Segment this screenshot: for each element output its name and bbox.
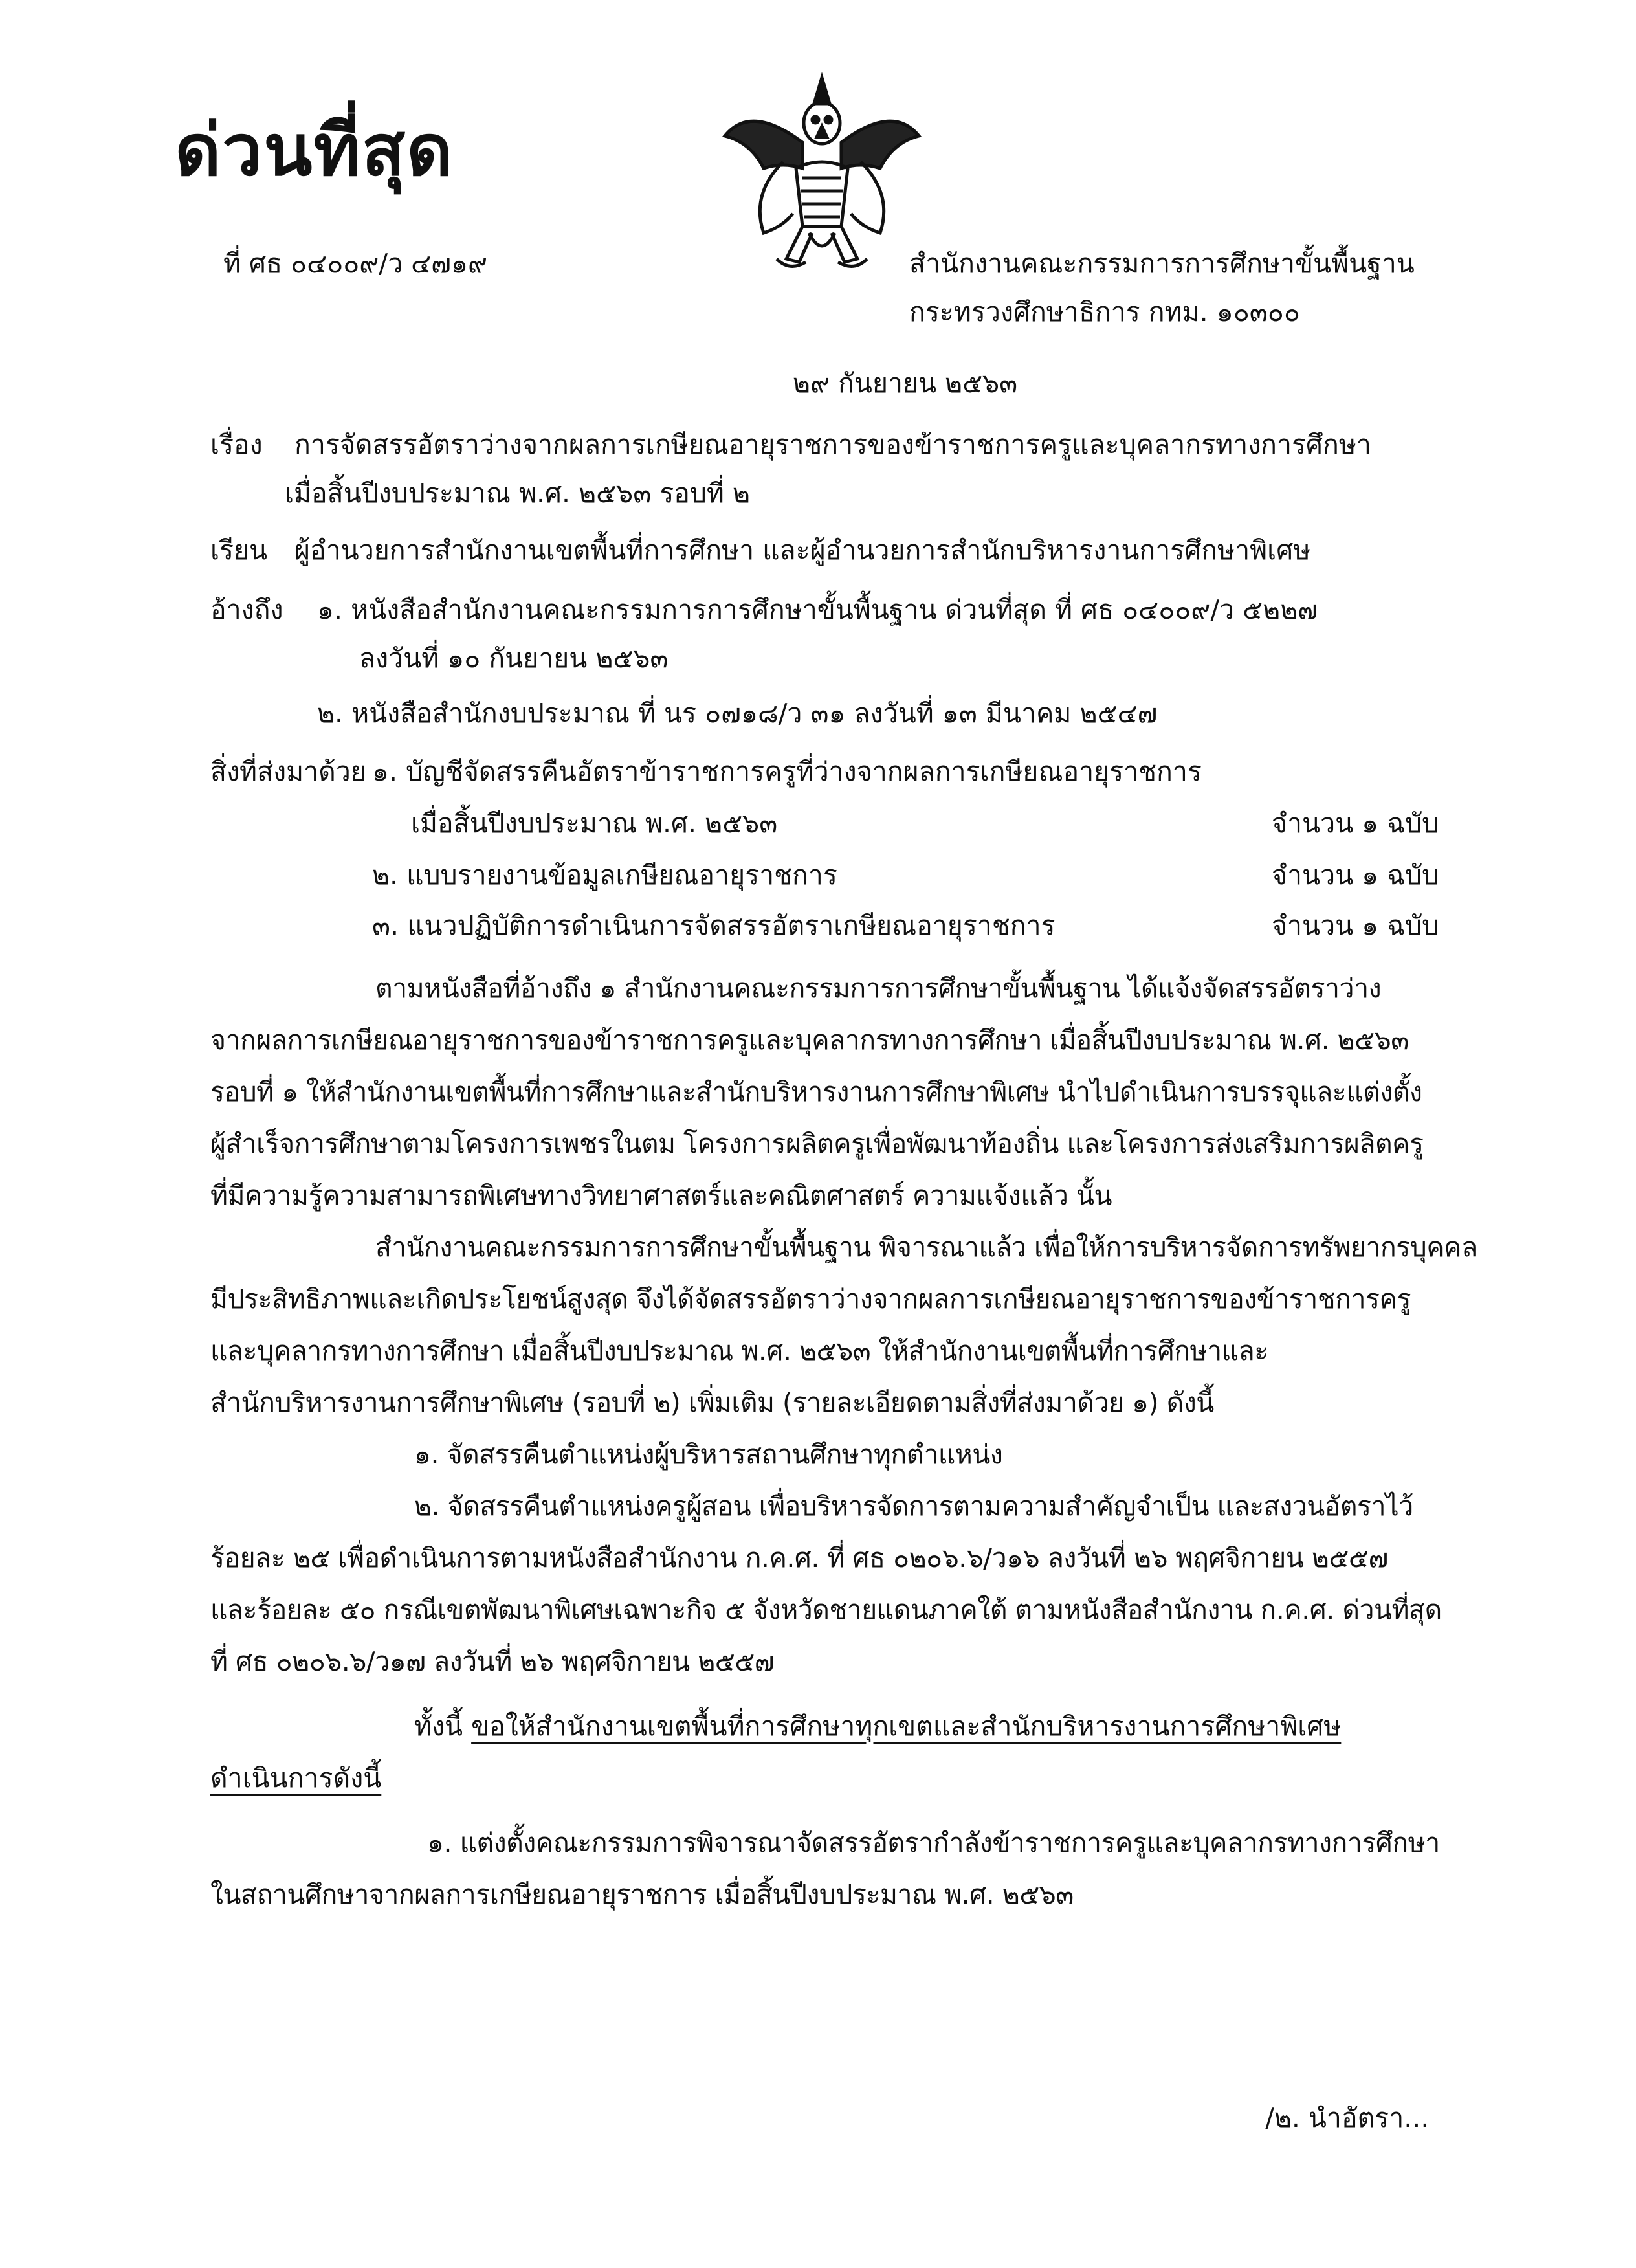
to-text: ผู้อำนวยการสำนักงานเขตพื้นที่การศึกษา และผู้อำนวยการสำนักบริหารงานการศึกษาพิเศษ bbox=[294, 535, 1311, 566]
request-prefix: ทั้งนี้ bbox=[414, 1711, 463, 1742]
enclosures-label: สิ่งที่ส่งมาด้วย bbox=[210, 756, 366, 787]
body-item: ๒. จัดสรรคืนตำแหน่งครูผู้สอน เพื่อบริหารจัดการตามความสำคัญจำเป็น และสงวนอัตราไว้ bbox=[414, 1491, 1413, 1522]
enclosure-item: ๑. บัญชีจัดสรรคืนอัตราข้าราชการครูที่ว่างจากผลการเกษียณอายุราชการ bbox=[372, 756, 1202, 787]
body-line: ที่ ศธ ๐๒๐๖.๖/ว๑๗ ลงวันที่ ๒๖ พฤศจิกายน ๒๕๕๗ bbox=[210, 1646, 775, 1677]
body-line-request bbox=[414, 1706, 1341, 1748]
body-item: ๑. แต่งตั้งคณะกรรมการพิจารณาจัดสรรอัตรากำลังข้าราชการครูและบุคลากรทางการศึกษา bbox=[427, 1827, 1440, 1858]
enclosure-qty: จำนวน ๑ ฉบับ bbox=[1272, 860, 1439, 891]
body-line: ผู้สำเร็จการศึกษาตามโครงการเพชรในตม โครงการผลิตครูเพื่อพัฒนาท้องถิ่น และโครงการส่งเสริมการผลิตครู bbox=[210, 1128, 1424, 1159]
enclosure-qty: จำนวน ๑ ฉบับ bbox=[1272, 808, 1439, 839]
enclosure-item: เมื่อสิ้นปีงบประมาณ พ.ศ. ๒๕๖๓ bbox=[411, 808, 778, 839]
subject-line-1: การจัดสรรอัตราว่างจากผลการเกษียณอายุราชการของข้าราชการครูและบุคลากรทางการศึกษา bbox=[294, 429, 1371, 460]
reference-item: ลงวันที่ ๑๐ กันยายน ๒๕๖๓ bbox=[359, 643, 669, 674]
body-line: ที่มีความรู้ความสามารถพิเศษทางวิทยาศาสตร์และคณิตศาสตร์ ความแจ้งแล้ว นั้น bbox=[210, 1180, 1112, 1211]
body-line: และบุคลากรทางการศึกษา เมื่อสิ้นปีงบประมาณ พ.ศ. ๒๕๖๓ ให้สำนักงานเขตพื้นที่การศึกษาและ bbox=[210, 1335, 1268, 1366]
subject-label: เรื่อง bbox=[210, 429, 263, 460]
body-item: ๑. จัดสรรคืนตำแหน่งผู้บริหารสถานศึกษาทุกตำแหน่ง bbox=[414, 1439, 1003, 1470]
request-underlined-continuation: ดำเนินการดังนี้ bbox=[210, 1762, 382, 1794]
body-line: ในสถานศึกษาจากผลการเกษียณอายุราชการ เมื่อสิ้นปีงบประมาณ พ.ศ. ๒๕๖๓ bbox=[210, 1879, 1074, 1910]
letter-date: ๒๙ กันยายน ๒๕๖๓ bbox=[793, 368, 1018, 399]
enclosure-item: ๒. แบบรายงานข้อมูลเกษียณอายุราชการ bbox=[372, 860, 837, 891]
enclosure-item: ๓. แนวปฏิบัติการดำเนินการจัดสรรอัตราเกษียณอายุราชการ bbox=[372, 910, 1056, 941]
subject-line-2: เมื่อสิ้นปีงบประมาณ พ.ศ. ๒๕๖๓ รอบที่ ๒ bbox=[285, 478, 751, 509]
request-underlined: ขอให้สำนักงานเขตพื้นที่การศึกษาทุกเขตและสำนักบริหารงานการศึกษาพิเศษ bbox=[471, 1711, 1342, 1742]
body-line: รอบที่ ๑ ให้สำนักงานเขตพื้นที่การศึกษาและสำนักบริหารงานการศึกษาพิเศษ นำไปดำเนินการบรรจุและแต่งตั้ง bbox=[210, 1076, 1422, 1107]
continuation-marker: /๒. นำอัตรา... bbox=[1265, 2102, 1430, 2133]
reference-item: ๑. หนังสือสำนักงานคณะกรรมการการศึกษาขั้นพื้นฐาน ด่วนที่สุด ที่ ศธ ๐๔๐๐๙/ว ๕๒๒๗ bbox=[317, 594, 1318, 625]
urgency-heading: ด่วนที่สุด bbox=[175, 109, 454, 192]
body-line: สำนักงานคณะกรรมการการศึกษาขั้นพื้นฐาน พิจารณาแล้ว เพื่อให้การบริหารจัดการทรัพยากรบุคคล bbox=[375, 1232, 1477, 1263]
body-line: มีประสิทธิภาพและเกิดประโยชน์สูงสุด จึงได้จัดสรรอัตราว่างจากผลการเกษียณอายุราชการของข้าราชการครู bbox=[210, 1284, 1411, 1315]
body-line: ตามหนังสือที่อ้างถึง ๑ สำนักงานคณะกรรมการการศึกษาขั้นพื้นฐาน ได้แจ้งจัดสรรอัตราว่าง bbox=[375, 973, 1382, 1004]
references-label: อ้างถึง bbox=[210, 594, 283, 625]
body-line: ร้อยละ ๒๕ เพื่อดำเนินการตามหนังสือสำนักงาน ก.ค.ศ. ที่ ศธ ๐๒๐๖.๖/ว๑๖ ลงวันที่ ๒๖ พฤศจิกายน ๒๕๕๗ bbox=[210, 1542, 1388, 1573]
body-line: และร้อยละ ๕๐ กรณีเขตพัฒนาพิเศษเฉพาะกิจ ๕ จังหวัดชายแดนภาคใต้ ตามหนังสือสำนักงาน ก.ค.ศ. ด่วนที่สุด bbox=[210, 1594, 1442, 1625]
sender-office: สำนักงานคณะกรรมการการศึกษาขั้นพื้นฐาน bbox=[909, 248, 1415, 279]
letter-number: ที่ ศธ ๐๔๐๐๙/ว ๔๗๑๙ bbox=[223, 248, 488, 279]
body-line: จากผลการเกษียณอายุราชการของข้าราชการครูและบุคลากรทางการศึกษา เมื่อสิ้นปีงบประมาณ พ.ศ. ๒๕๖๓ bbox=[210, 1025, 1409, 1056]
body-line: สำนักบริหารงานการศึกษาพิเศษ (รอบที่ ๒) เพิ่มเติม (รายละเอียดตามสิ่งที่ส่งมาด้วย ๑) ดังนี้ bbox=[210, 1387, 1214, 1418]
reference-item: ๒. หนังสือสำนักงบประมาณ ที่ นร ๐๗๑๘/ว ๓๑ ลงวันที่ ๑๓ มีนาคม ๒๕๔๗ bbox=[317, 698, 1158, 729]
enclosure-qty: จำนวน ๑ ฉบับ bbox=[1272, 910, 1439, 941]
to-label: เรียน bbox=[210, 535, 268, 566]
garuda-emblem bbox=[712, 65, 932, 285]
sender-ministry: กระทรวงศึกษาธิการ กทม. ๑๐๓๐๐ bbox=[909, 296, 1300, 328]
